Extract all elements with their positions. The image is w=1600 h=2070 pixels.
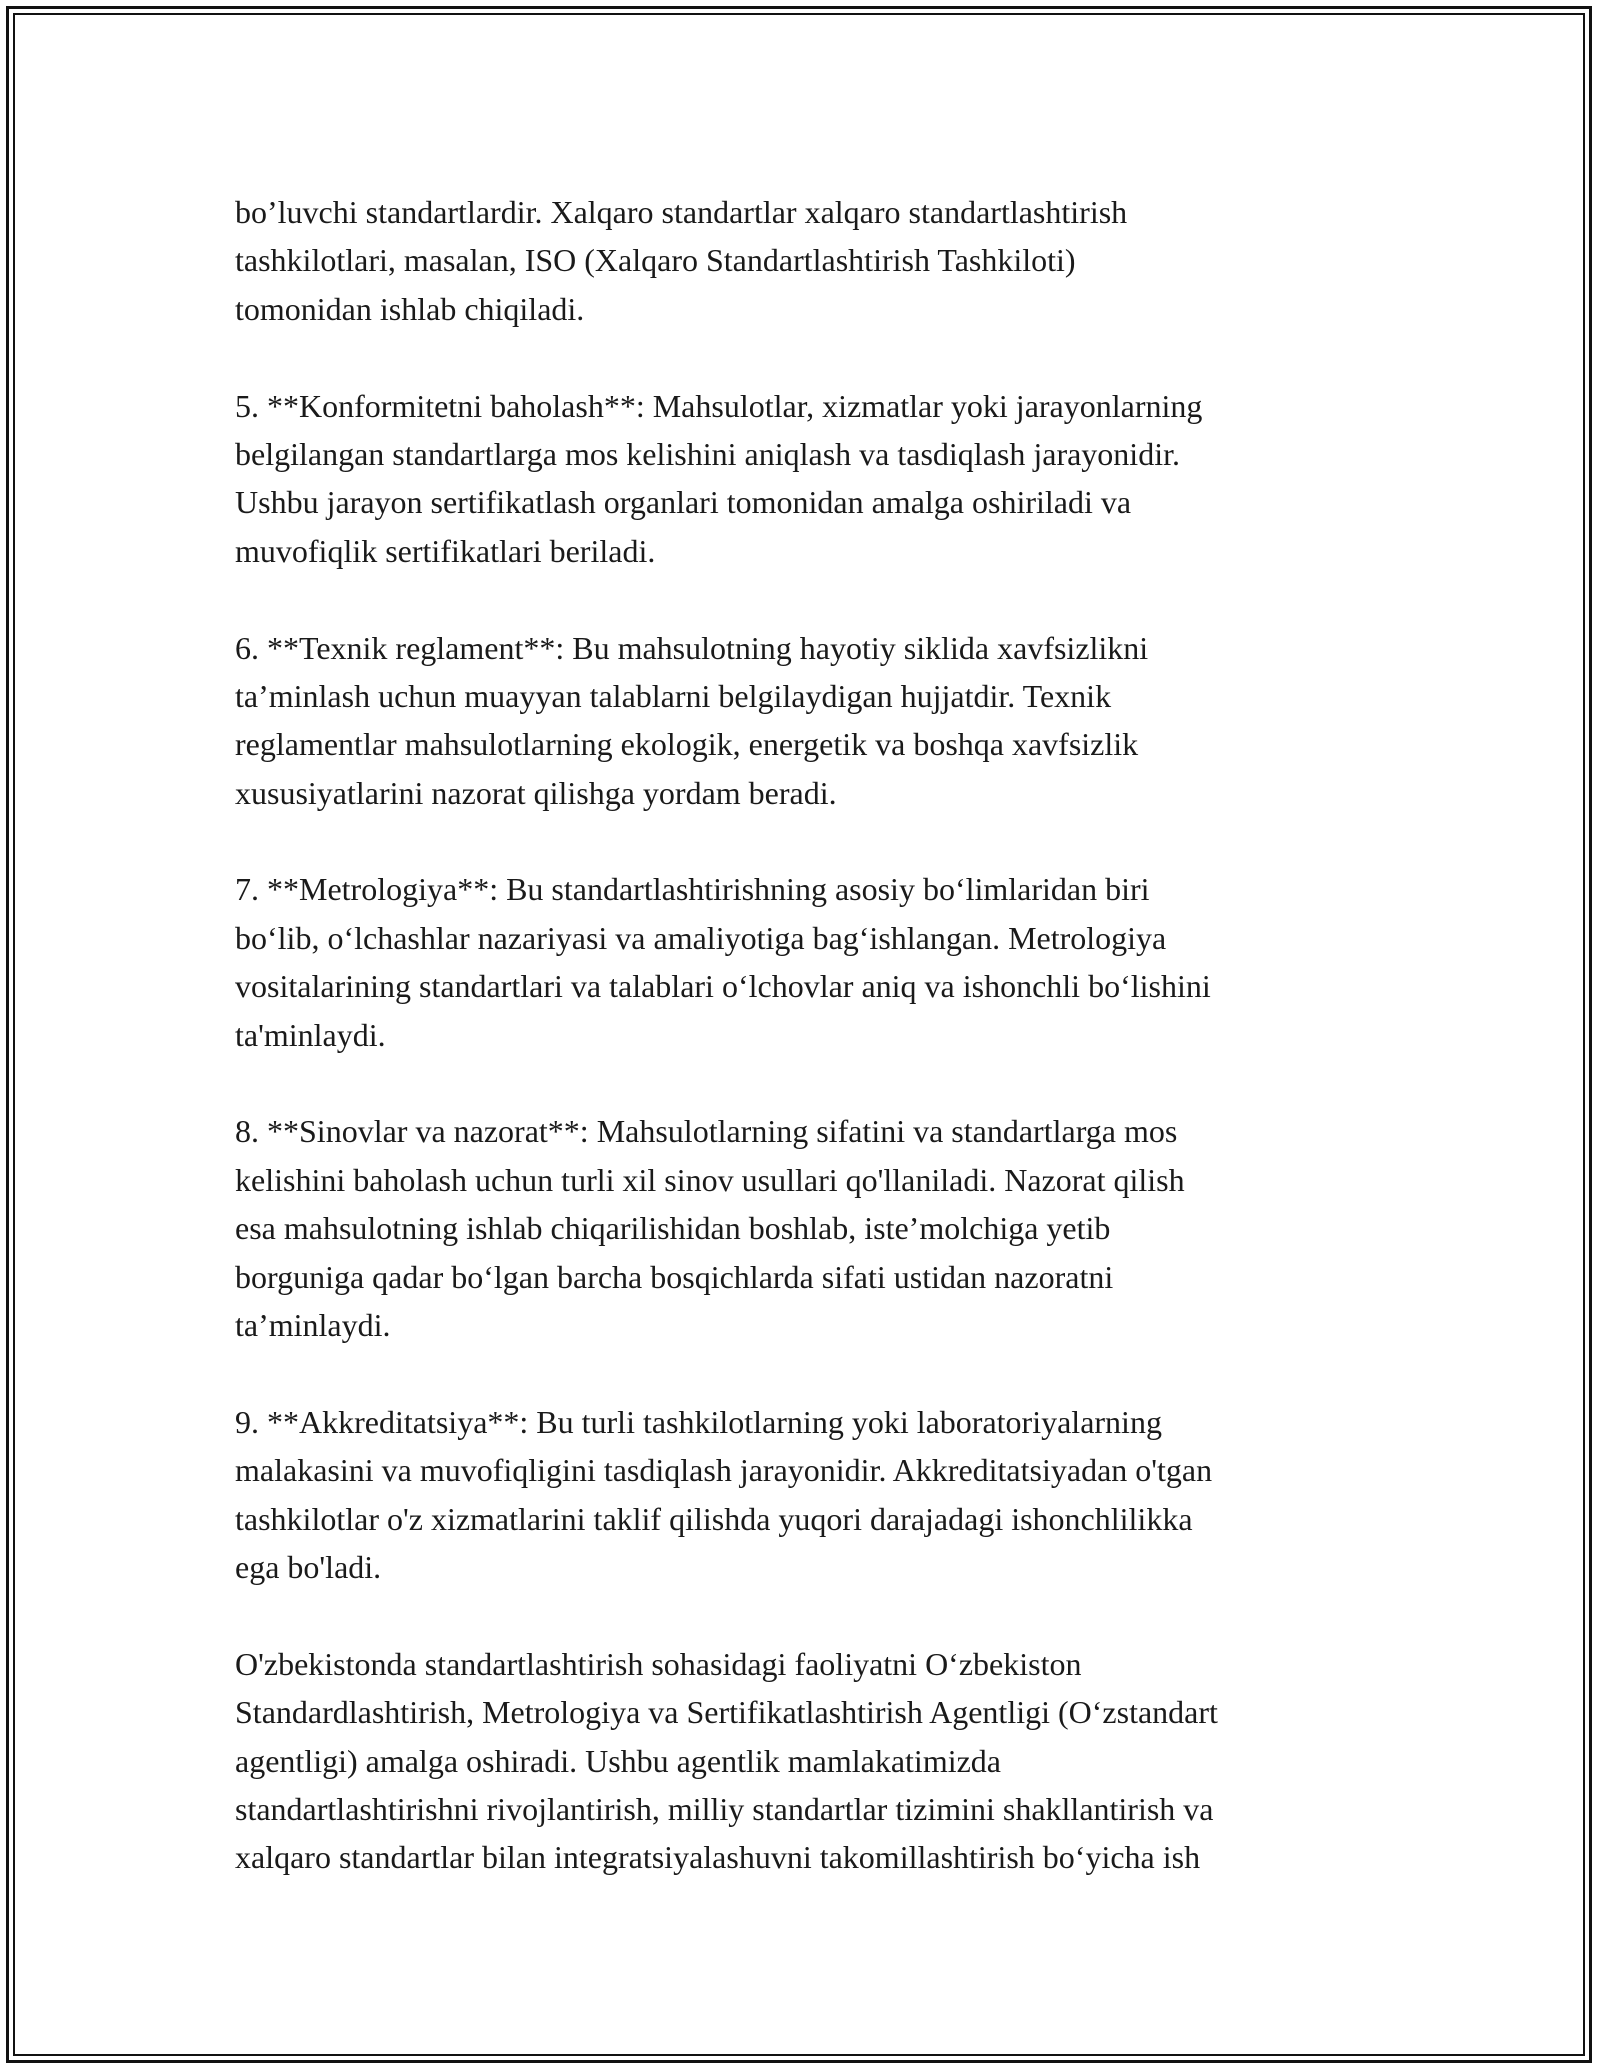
paragraph-item-8-sinovlar bbox=[235, 1107, 1375, 1349]
paragraph-gap bbox=[235, 1591, 1375, 1639]
paragraph-ozstandart-agency bbox=[235, 1640, 1375, 1882]
text-line: reglamentlar mahsulotlarning ekologik, energetik va boshqa xavfsizlik bbox=[235, 726, 1139, 763]
text-line: O'zbekistonda standartlashtirish sohasidagi faoliyatni O‘zbekiston bbox=[235, 1645, 1082, 1682]
text-line: xalqaro standartlar bilan integratsiyalashuvni takomillashtirish bo‘yicha ish bbox=[235, 1839, 1201, 1876]
paragraph-standards-intro bbox=[235, 188, 1375, 333]
text-line: ta'minlaydi. bbox=[235, 1016, 386, 1053]
text-line: ta’minlaydi. bbox=[235, 1306, 391, 1343]
text-line: tomonidan ishlab chiqiladi. bbox=[235, 290, 585, 327]
paragraph-gap bbox=[235, 1059, 1375, 1107]
document-body bbox=[235, 188, 1375, 1882]
text-line: 8. **Sinovlar va nazorat**: Mahsulotlarning sifatini va standartlarga mos bbox=[235, 1113, 1178, 1150]
text-line: tashkilotlar o'z xizmatlarini taklif qilishda yuqori darajadagi ishonchlilikka bbox=[235, 1500, 1193, 1537]
text-line: agentligi) amalga oshiradi. Ushbu agentlik mamlakatimizda bbox=[235, 1742, 1001, 1779]
paragraph-item-5-konformitet bbox=[235, 382, 1375, 576]
text-line: vositalarining standartlari va talablari o‘lchovlar aniq va ishonchli bo‘lishini bbox=[235, 968, 1211, 1005]
paragraph-gap bbox=[235, 333, 1375, 381]
paragraph-gap bbox=[235, 1349, 1375, 1397]
text-line: xususiyatlarini nazorat qilishga yordam beradi. bbox=[235, 774, 837, 811]
text-line: 6. **Texnik reglament**: Bu mahsulotning hayotiy siklida xavfsizlikni bbox=[235, 629, 1149, 666]
text-line: Standardlashtirish, Metrologiya va Sertifikatlashtirish Agentligi (O‘zstandart bbox=[235, 1694, 1218, 1731]
text-line: standartlashtirishni rivojlantirish, milliy standartlar tizimini shakllantirish va bbox=[235, 1790, 1214, 1827]
text-line: bo’luvchi standartlardir. Xalqaro standartlar xalqaro standartlashtirish bbox=[235, 194, 1128, 230]
text-line: 7. **Metrologiya**: Bu standartlashtirishning asosiy bo‘limlaridan biri bbox=[235, 871, 1150, 908]
text-line: borguniga qadar bo‘lgan barcha bosqichlarda sifati ustidan nazoratni bbox=[235, 1258, 1114, 1295]
text-line: 9. **Akkreditatsiya**: Bu turli tashkilotlarning yoki laboratoriyalarning bbox=[235, 1403, 1162, 1440]
text-line: tashkilotlari, masalan, ISO (Xalqaro Standartlashtirish Tashkiloti) bbox=[235, 242, 1076, 279]
text-line: kelishini baholash uchun turli xil sinov usullari qo'llaniladi. Nazorat qilish bbox=[235, 1161, 1185, 1198]
paragraph-item-6-texnik-reglament bbox=[235, 624, 1375, 818]
text-line: ega bo'ladi. bbox=[235, 1548, 382, 1585]
paragraph-gap bbox=[235, 817, 1375, 865]
paragraph-gap bbox=[235, 575, 1375, 623]
text-line: bo‘lib, o‘lchashlar nazariyasi va amaliyotiga bag‘ishlangan. Metrologiya bbox=[235, 919, 1167, 956]
text-line: malakasini va muvofiqligini tasdiqlash jarayonidir. Akkreditatsiyadan o'tgan bbox=[235, 1452, 1213, 1489]
paragraph-item-9-akkreditatsiya bbox=[235, 1398, 1375, 1592]
text-line: ta’minlash uchun muayyan talablarni belgilaydigan hujjatdir. Texnik bbox=[235, 677, 1112, 714]
text-line: belgilangan standartlarga mos kelishini aniqlash va tasdiqlash jarayonidir. bbox=[235, 435, 1180, 472]
paragraph-item-7-metrologiya bbox=[235, 865, 1375, 1059]
text-line: Ushbu jarayon sertifikatlash organlari tomonidan amalga oshiriladi va bbox=[235, 484, 1132, 521]
text-line: 5. **Konformitetni baholash**: Mahsulotlar, xizmatlar yoki jarayonlarning bbox=[235, 387, 1203, 424]
text-line: muvofiqlik sertifikatlari beriladi. bbox=[235, 532, 656, 569]
text-line: esa mahsulotning ishlab chiqarilishidan boshlab, iste’molchiga yetib bbox=[235, 1210, 1111, 1247]
